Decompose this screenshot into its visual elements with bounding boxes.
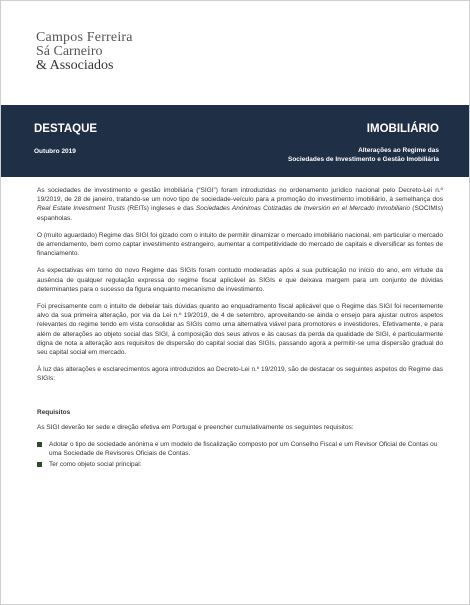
paragraph-1-part-a: As sociedades de investimento e gestão imobiliária (“SIGI”) foram introduzidas no ordenamento jurídico nacional pelo Decreto-Lei n.º 19/2019, de 28 de janeiro, tratando-se um novo tipo de sociedade-veículo para a promoção do investimento imobiliário, à semelhança dos <box>37 187 443 204</box>
practice-area: IMOBILIÁRIO <box>366 123 439 135</box>
subtitle-line-2: Sociedades de Investimento e Gestão Imobiliária <box>288 156 439 163</box>
publication-date: Outubro 2019 <box>34 148 76 155</box>
subtitle-line-1: Alterações ao Regime das <box>358 147 439 154</box>
logo-line-3: & Associados <box>36 58 114 73</box>
list-item-text: Adotar o tipo de sociedade anónima e um modelo de fiscalização composto por um Conselho Fiscal e um Revisor Oficial de Contas ou uma Sociedade de Revisores Oficiais de Contas. <box>49 441 438 458</box>
square-bullet-icon <box>37 442 42 447</box>
paragraph-4: Foi precisamente com o intuito de debelar tais dúvidas quanto ao enquadramento fiscal aplicável que o Regime das SIGI foi recentemente alvo da sua primeira alteração, por via da Lei n.º 19/2019, de 4 de setembro, aproveitando-se ainda o ensejo para ajustar outros aspetos relevantes do regime tendo em vista consolidar as SIGIs como uma alternativa viável para promotores e investidores. Efetivamente, e para além de alterações ao objeto social das SIGI, à composição dos seus ativos e às causas da perda da qualidade de SIGI, é particularmente digna de nota a alteração aos requisitos de dispersão do capital social das SIGIs, passando agora a permitir-se uma dispersão gradual do seu capital social em mercado. <box>37 303 443 357</box>
paragraph-1-part-c: (SOCIMIs) espanholas. <box>37 205 443 222</box>
logo-line-2: Sá Carneiro <box>36 44 103 59</box>
list-item-text: Ter como objeto social principal: <box>49 461 142 469</box>
paragraph-1-em-1: Real Estate Investment Trusts <box>37 205 125 213</box>
paragraph-3: As expectativas em torno do novo Regime das SIGIs foram contudo moderadas após a sua publicação no início do ano, em virtude da ausência de qualquer regulação expressa do regime fiscal aplicável às SIGIs e que deixava margem para um conjunto de dúvidas determinantes para o sucesso da figura enquanto mecanismo de investimento. <box>37 267 443 293</box>
paragraph-5: À luz das alterações e esclarecimentos agora introduzidos ao Decreto-Lei n.º 19/2019, são de destacar os seguintes aspetos do Regime das SIGIs: <box>37 366 443 383</box>
paragraph-2: O (muito aguardado) Regime das SIGI foi gizado com o intuito de permitir dinamizar o mercado imobiliário nacional, em particular o mercado de arrendamento, bem como captar investimento estrangeiro, aumentar a competitividade do mercado de capitais e diversificar as fontes de financiamento. <box>37 231 443 258</box>
requirements-list <box>37 440 443 470</box>
paragraph-1-part-b: (REITs) ingleses e das <box>124 205 196 213</box>
list-item <box>37 440 443 458</box>
logo-line-1: Campos Ferreira <box>36 30 133 45</box>
list-item <box>37 460 443 469</box>
section-heading: Requisitos <box>37 408 71 416</box>
header-banner <box>1 105 469 177</box>
paragraph-1 <box>37 186 443 223</box>
firm-logo <box>36 31 133 73</box>
paragraph-1-em-2: Sociedades Anónimas Cotizadas de Inversión en el Mercado Inmobiliario <box>195 205 411 213</box>
article-body <box>37 186 443 472</box>
paragraph-6: As SIGI deverão ter sede e direção efetiva em Portugal e preencher cumulativamente os seguintes requisitos: <box>37 423 354 431</box>
banner-subtitle <box>288 146 439 164</box>
banner-tag: DESTAQUE <box>34 123 98 135</box>
square-bullet-icon <box>37 462 42 467</box>
